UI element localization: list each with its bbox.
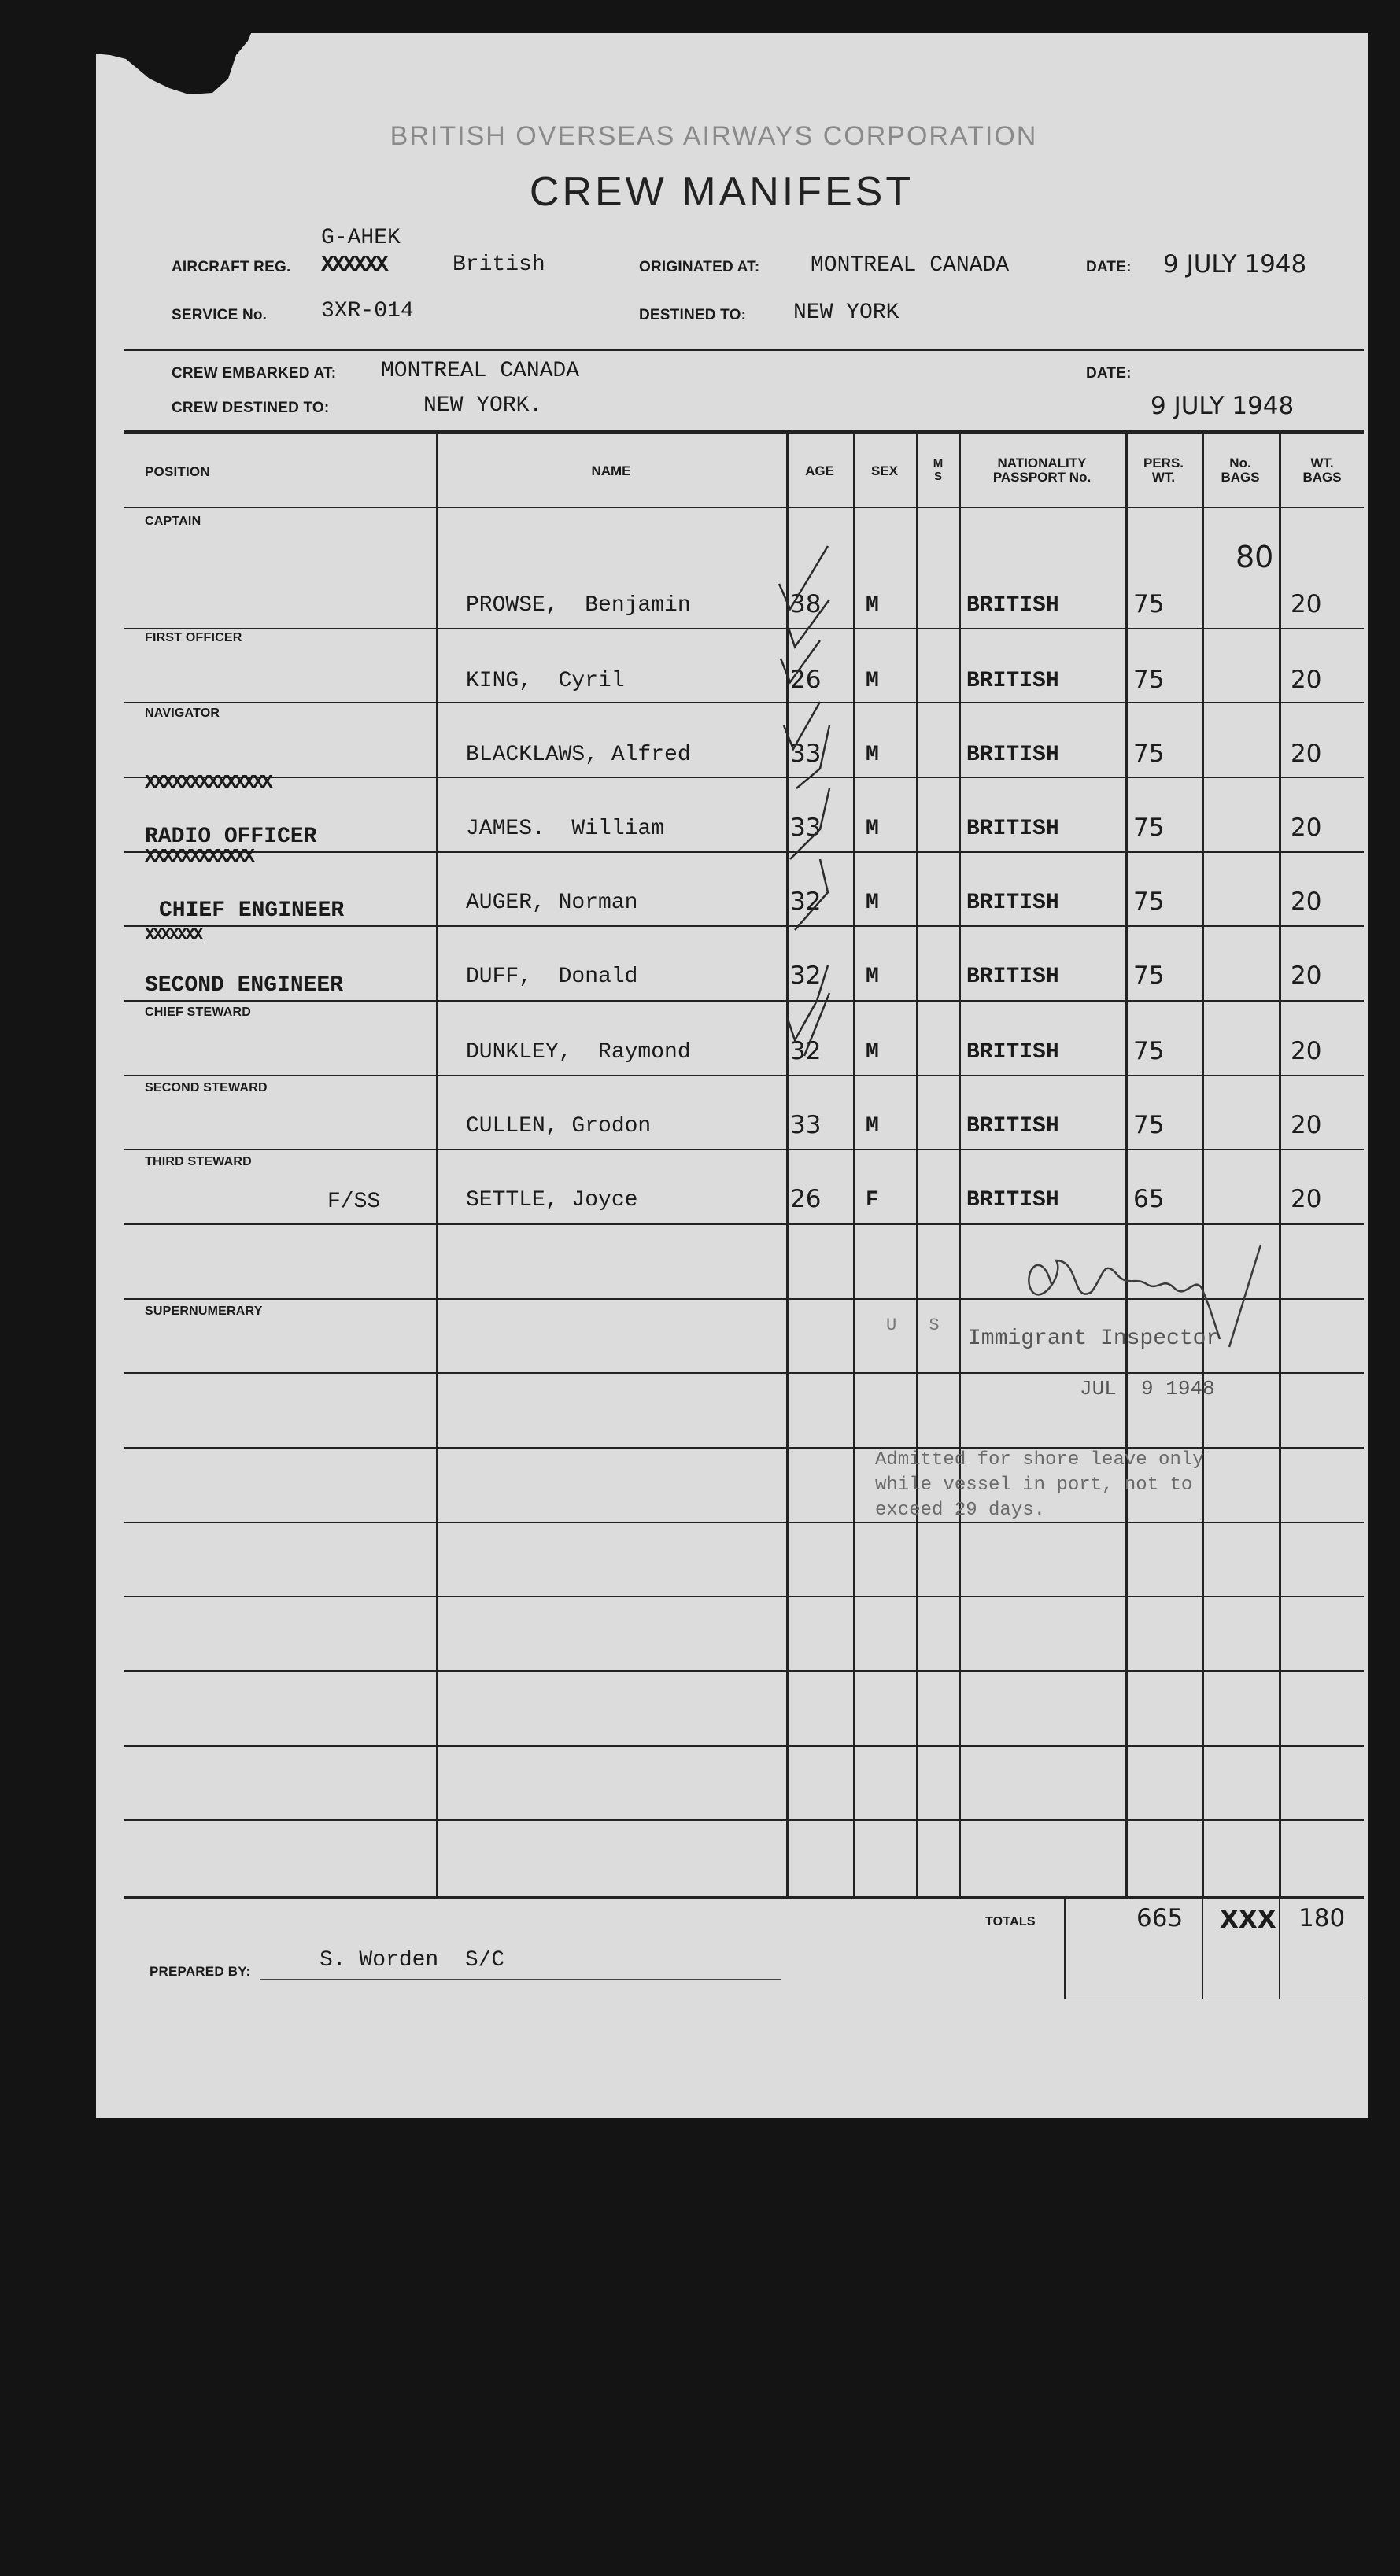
totals-box-line xyxy=(1064,1899,1066,1999)
position-chief-engineer: CHIEF ENGINEER xyxy=(159,899,345,923)
crew-bag-wt: 20 xyxy=(1291,888,1322,916)
crew-name: DUNKLEY, Raymond xyxy=(466,1040,691,1065)
position-second-steward: SECOND STEWARD xyxy=(145,1081,268,1094)
torn-corner xyxy=(94,31,252,118)
position-third-steward: THIRD STEWARD xyxy=(145,1155,252,1168)
col-bag-wt-2: BAGS xyxy=(1302,470,1342,485)
crew-name: AUGER, Norman xyxy=(466,891,638,915)
crew-age: 32 xyxy=(790,961,822,990)
crew-pers-wt: 75 xyxy=(1133,961,1165,990)
totals-label: TOTALS xyxy=(985,1915,1036,1928)
col-nationality-2: PASSPORT No. xyxy=(992,470,1092,485)
crew-bag-wt: 20 xyxy=(1291,740,1322,768)
crew-pers-wt: 75 xyxy=(1133,590,1165,618)
crew-pers-wt: 75 xyxy=(1133,1037,1165,1065)
date-label: DATE: xyxy=(1086,259,1132,275)
position-chief-steward: CHIEF STEWARD xyxy=(145,1006,252,1019)
position-radio-officer: RADIO OFFICER xyxy=(145,825,317,849)
row-line xyxy=(124,777,1364,778)
crew-sex: M xyxy=(866,743,879,767)
col-line xyxy=(959,434,961,1899)
originated-value: MONTREAL CANADA xyxy=(811,253,1010,278)
crew-bag-wt: 20 xyxy=(1291,961,1322,990)
aircraft-reg-value: G-AHEK xyxy=(321,226,401,250)
shore-leave-line-3: exceed 29 days. xyxy=(875,1500,1046,1521)
crew-date-value: 9 JULY 1948 xyxy=(1151,392,1295,420)
crew-sex: M xyxy=(866,669,879,693)
totals-box-line xyxy=(1279,1899,1280,1999)
aircraft-nationality: British xyxy=(453,253,545,277)
crew-destined-label: CREW DESTINED TO: xyxy=(172,400,330,416)
position-navigator: NAVIGATOR xyxy=(145,707,220,720)
position-third-steward-role: F/SS xyxy=(327,1190,381,1214)
crew-age: 33 xyxy=(790,1111,822,1139)
aircraft-reg-label: AIRCRAFT REG. xyxy=(172,259,291,275)
crew-age: 38 xyxy=(790,590,822,618)
shore-leave-line-2: while vessel in port, not to xyxy=(875,1474,1193,1496)
table-top-line xyxy=(124,430,1364,434)
totals-pers-wt: 665 xyxy=(1136,1904,1184,1932)
col-sex: SEX xyxy=(870,463,899,478)
crew-name: CULLEN, Grodon xyxy=(466,1114,652,1139)
crew-bag-wt: 20 xyxy=(1291,1185,1322,1213)
crew-age: 33 xyxy=(790,740,822,768)
col-ms: M S xyxy=(933,456,944,483)
row-line xyxy=(124,1447,1364,1449)
crew-nationality: BRITISH xyxy=(966,965,1059,989)
position-struck-2: XXXXXXXXXXXX xyxy=(145,847,253,868)
row-line xyxy=(124,1075,1364,1076)
shore-leave-line-1: Admitted for shore leave only xyxy=(875,1449,1204,1471)
crew-destined-value: NEW YORK. xyxy=(423,393,543,418)
date-value: 9 JULY 1948 xyxy=(1163,250,1307,279)
row-line xyxy=(124,1000,1364,1002)
crew-age: 33 xyxy=(790,814,822,842)
row-line xyxy=(124,702,1364,703)
crew-age: 26 xyxy=(790,1185,822,1213)
row-line xyxy=(124,628,1364,629)
crew-age: 32 xyxy=(790,888,822,916)
col-line xyxy=(1202,434,1204,1899)
crew-nationality: BRITISH xyxy=(966,593,1059,618)
crew-sex: M xyxy=(866,593,879,618)
service-no-value: 3XR-014 xyxy=(321,299,414,323)
crew-pers-wt: 75 xyxy=(1133,1111,1165,1139)
crew-nationality: BRITISH xyxy=(966,743,1059,767)
crew-pers-wt: 75 xyxy=(1133,814,1165,842)
originated-label: ORIGINATED AT: xyxy=(639,259,760,275)
crew-name: SETTLE, Joyce xyxy=(466,1188,638,1212)
col-line xyxy=(436,434,438,1899)
crew-name: DUFF, Donald xyxy=(466,965,638,989)
row-line xyxy=(124,1522,1364,1523)
position-first-officer: FIRST OFFICER xyxy=(145,631,242,644)
row-line xyxy=(124,851,1364,853)
totals-bag-wt: 180 xyxy=(1298,1904,1346,1932)
position-struck-3: XXXXXXX xyxy=(145,925,201,945)
crew-nationality: BRITISH xyxy=(966,1188,1059,1212)
row-line xyxy=(124,1819,1364,1821)
form-title: CREW MANIFEST xyxy=(529,169,914,215)
crew-nationality: BRITISH xyxy=(966,891,1059,915)
position-captain: CAPTAIN xyxy=(145,515,201,528)
crew-sex: M xyxy=(866,1114,879,1139)
crew-pers-wt: 75 xyxy=(1133,740,1165,768)
col-bags-1: No. xyxy=(1229,456,1251,471)
bags-captain: 80 xyxy=(1236,540,1274,574)
crew-nationality: BRITISH xyxy=(966,817,1059,841)
col-name: NAME xyxy=(591,463,631,478)
col-nationality-1: NATIONALITY xyxy=(997,456,1087,471)
destined-label: DESTINED TO: xyxy=(639,307,747,323)
position-second-engineer: SECOND ENGINEER xyxy=(145,973,344,998)
row-line xyxy=(124,1149,1364,1150)
totals-box-line xyxy=(1202,1899,1203,1999)
crew-name: BLACKLAWS, Alfred xyxy=(466,743,691,767)
header-bottom-line xyxy=(124,507,1364,508)
crew-age: 32 xyxy=(790,1037,822,1065)
col-line xyxy=(916,434,918,1899)
crew-nationality: BRITISH xyxy=(966,669,1059,693)
checkmarks xyxy=(773,537,883,1245)
crew-pers-wt: 75 xyxy=(1133,888,1165,916)
crew-nationality: BRITISH xyxy=(966,1114,1059,1139)
row-line xyxy=(124,925,1364,927)
crew-age: 26 xyxy=(790,666,822,694)
divider xyxy=(124,349,1364,351)
service-no-label: SERVICE No. xyxy=(172,307,268,323)
manifest-sheet xyxy=(96,33,1368,2118)
row-line xyxy=(124,1223,1364,1225)
stamp-date: JUL 9 1948 xyxy=(1080,1377,1215,1401)
col-pers-wt-1: PERS. xyxy=(1143,456,1184,471)
col-pers-wt-2: WT. xyxy=(1151,470,1176,485)
col-age: AGE xyxy=(805,463,834,478)
crew-pers-wt: 75 xyxy=(1133,666,1165,694)
crew-name: KING, Cyril xyxy=(466,669,625,693)
crew-sex: M xyxy=(866,891,879,915)
position-supernumerary: SUPERNUMERARY xyxy=(145,1305,263,1318)
crew-sex: M xyxy=(866,965,879,989)
crew-sex: M xyxy=(866,817,879,841)
crew-name: JAMES. William xyxy=(466,817,665,841)
inspector-signature xyxy=(1017,1229,1379,1394)
aircraft-reg-struck: XXXXXX xyxy=(321,253,386,278)
crew-pers-wt: 65 xyxy=(1133,1185,1165,1213)
row-line xyxy=(124,1745,1364,1747)
crew-bag-wt: 20 xyxy=(1291,1037,1322,1065)
crew-sex: M xyxy=(866,1040,879,1065)
crew-bag-wt: 20 xyxy=(1291,814,1322,842)
crew-date-label: DATE: xyxy=(1086,365,1132,382)
col-bags-2: BAGS xyxy=(1221,470,1260,485)
col-line xyxy=(1279,434,1281,1899)
crew-nationality: BRITISH xyxy=(966,1040,1059,1065)
prepared-underline xyxy=(260,1979,781,1980)
stamp-inspector: Immigrant Inspector xyxy=(968,1327,1220,1351)
crew-sex: F xyxy=(866,1188,879,1212)
col-bag-wt-1: WT. xyxy=(1310,456,1334,471)
col-position: POSITION xyxy=(145,464,210,479)
crew-name: PROWSE, Benjamin xyxy=(466,593,691,618)
prepared-label: PREPARED BY: xyxy=(150,1964,251,1979)
prepared-value: S. Worden S/C xyxy=(320,1948,505,1973)
destined-value: NEW YORK xyxy=(793,301,899,325)
totals-bags: XXX xyxy=(1220,1906,1276,1934)
crew-embarked-value: MONTREAL CANADA xyxy=(381,359,580,383)
crew-bag-wt: 20 xyxy=(1291,590,1322,618)
stamp-us-mark: U S xyxy=(886,1316,951,1335)
crew-bag-wt: 20 xyxy=(1291,1111,1322,1139)
row-line xyxy=(124,1596,1364,1597)
crew-bag-wt: 20 xyxy=(1291,666,1322,694)
crew-embarked-label: CREW EMBARKED AT: xyxy=(172,365,337,382)
table-bottom-line xyxy=(124,1896,1364,1899)
col-line xyxy=(1125,434,1128,1899)
position-struck-1: XXXXXXXXXXXXXX xyxy=(145,773,271,794)
row-line xyxy=(124,1670,1364,1672)
corporation-name: BRITISH OVERSEAS AIRWAYS CORPORATION xyxy=(390,121,1038,151)
